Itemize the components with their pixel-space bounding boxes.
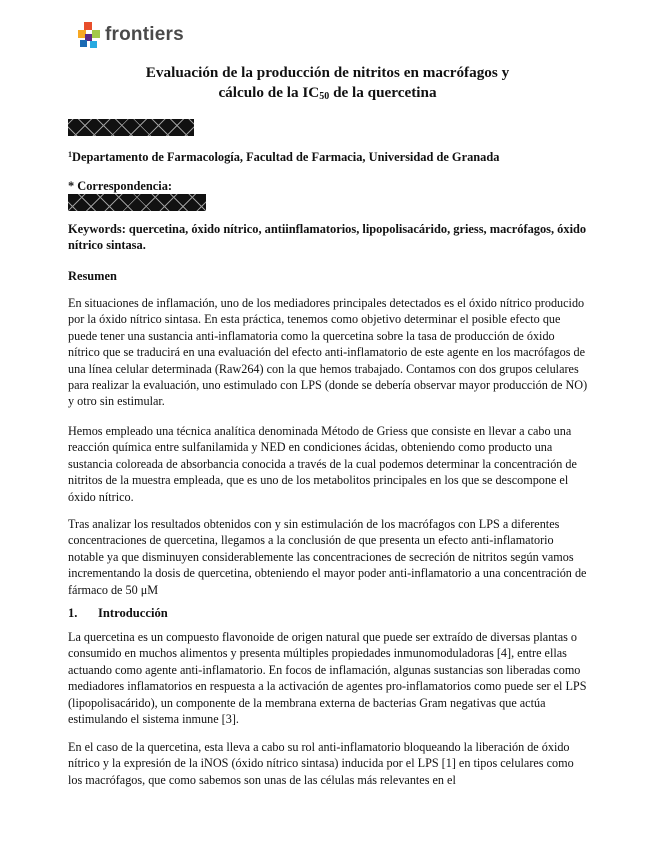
abstract-paragraph-3: Tras analizar los resultados obtenidos con y sin estimulación de los macrófagos con LPS a diferentes concentraciones de quercetina, llegamos a la conclusión de que presenta un efecto anti-inflamatorio notable ya que disminuyen considerablemente las concentraciones de secreción de nitritos según vamos incrementando la dosis de quercetina, obteniendo el mayor poder anti-inflamatorio a una concentración de fármaco de 50 μM (68, 517, 587, 597)
affiliation: $^1$Departamento de Farmacología, Facultad de Farmacia, Universidad de Granada (68, 150, 500, 164)
logo-text: frontiers (105, 24, 184, 45)
paper-title (60, 63, 595, 103)
redacted-authors (68, 119, 194, 136)
abstract-paragraph-1: En situaciones de inflamación, uno de los mediadores principales detectados es el óxido nítrico producido por la óxido nítrico sintasa. En esta práctica, tenemos como objetivo determinar el posible efecto que puede tener una sustancia anti-inflamatoria como la quercetina sobre la tasa de producción de óxido nítrico que se traducirá en una evaluación del efecto anti-inflamatorio de este agente en los macrófagos de una línea celular determinada (Raw264) con la que hemos trabajado. Contamos con dos grupos celulares para realizar la evaluación, uno estimulado con LPS (donde se debería observar mayor producción de NO) y otro sin estimular. (68, 296, 588, 409)
title-line-1: Evaluación de la producción de nitritos en macrófagos y (145, 64, 510, 81)
frontiers-logo (78, 20, 184, 50)
title-line-2: cálculo de la $IC_{50}$ de la quercetina (218, 84, 437, 102)
abstract-heading: Resumen (68, 269, 117, 283)
introduction-paragraph-2: En el caso de la quercetina, esta lleva a cabo su rol anti-inflamatorio bloqueando la liberación de óxido nítrico y la expresión de la iNOS (óxido nítrico sintasa) inducida por el LPS [1] en tipos celulares como los macrófagos, que como sabemos son unas de las células más relevantes en el (68, 740, 574, 787)
introduction-paragraph-1: La quercetina es un compuesto flavonoide de origen natural que puede ser extraído de diversas plantas o consumido en muchos alimentos y presenta múltiples propiedades inmunomoduladoras [4], entre ellas actuando como agente anti-inflamatorio. En focos de inflamación, algunas sustancias son liberadas como mediadores inflamatorios en respuesta a la activación de agentes pro-inflamatorios como puede ser el LPS (lipopolisacárido), un componente de la membrana externa de bacterias Gram negativas que actúa estimulando el sistema inmune [3]. (68, 630, 587, 727)
frontiers-squares-icon (78, 22, 102, 48)
abstract-paragraph-2: Hemos empleado una técnica analítica denominada Método de Griess que consiste en llevar a cabo una reacción química entre sulfanilamida y NED en condiciones ácidas, obteniendo como producto una sustancia coloreada de absorbancia conocida a través de la cual podemos determinar la concentración de nitritos de la muestra empleada, que es uno de los metabolitos principales en los que se descompone el óxido nítrico. (68, 424, 577, 504)
redacted-email (68, 194, 206, 211)
section-heading-introduction: 1. Introducción (68, 606, 168, 620)
correspondence-label: * Correspondencia: (68, 179, 173, 193)
keywords: Keywords: quercetina, óxido nítrico, antiinflamatorios, lipopolisacárido, griess, macrófagos, óxido nítrico sintasa. (68, 222, 587, 253)
